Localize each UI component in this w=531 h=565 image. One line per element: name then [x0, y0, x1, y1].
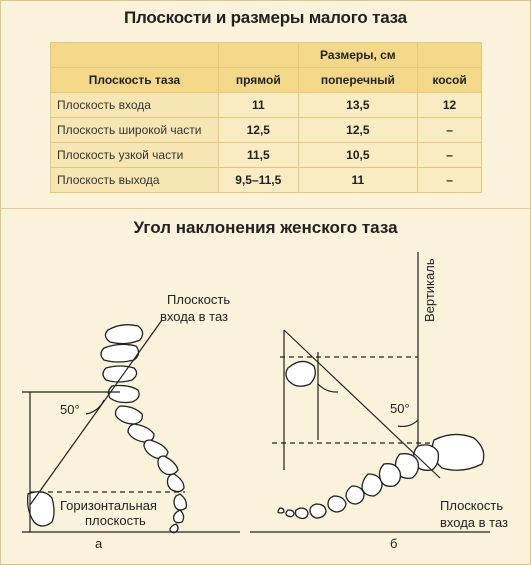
row-direct: 11	[219, 93, 299, 118]
row-transverse: 13,5	[298, 93, 418, 118]
table-title: Плоскости и размеры малого таза	[124, 8, 407, 27]
a-horizontal-label-1: Горизонтальная	[60, 498, 157, 513]
a-entry-plane-label-1: Плоскость	[167, 292, 231, 307]
row-plane: Плоскость широкой части	[51, 118, 219, 143]
row-transverse: 11	[298, 168, 418, 193]
row-direct: 11,5	[219, 143, 299, 168]
b-angle-label: 50°	[390, 401, 410, 416]
table-row	[51, 93, 482, 118]
row-transverse: 10,5	[298, 143, 418, 168]
table-row	[51, 143, 482, 168]
pelvis-tilt-figure	[0, 240, 531, 565]
header-group-sizes: Размеры, см	[298, 43, 418, 68]
row-oblique: 12	[418, 93, 482, 118]
row-oblique: –	[418, 143, 482, 168]
row-direct: 9,5–11,5	[219, 168, 299, 193]
table-row	[51, 168, 482, 193]
header-transverse: поперечный	[298, 68, 418, 93]
figure-title: Угол наклонения женского таза	[133, 218, 398, 237]
pelvis-sizes-table	[50, 42, 482, 193]
header-oblique: косой	[418, 68, 482, 93]
b-panel-letter: б	[390, 536, 398, 551]
row-direct: 12,5	[219, 118, 299, 143]
a-entry-plane-label-2: входа в таз	[160, 309, 229, 324]
table-header-row-group	[51, 43, 482, 68]
a-horizontal-label-2: плоскость	[85, 513, 146, 528]
header-empty-cell	[418, 43, 482, 68]
row-oblique: –	[418, 118, 482, 143]
spine-b-illustration	[278, 361, 484, 518]
row-plane: Плоскость узкой части	[51, 143, 219, 168]
table-header-row	[51, 68, 482, 93]
row-transverse: 12,5	[298, 118, 418, 143]
a-angle-label: 50°	[60, 402, 80, 417]
b-entry-plane-label-1: Плоскость	[440, 498, 504, 513]
table-row	[51, 118, 482, 143]
section-divider	[0, 208, 531, 209]
header-plane: Плоскость таза	[51, 68, 219, 93]
b-entry-plane-label-2: входа в таз	[440, 515, 509, 530]
b-vertical-label: Вертикаль	[422, 258, 437, 322]
row-oblique: –	[418, 168, 482, 193]
row-plane: Плоскость выхода	[51, 168, 219, 193]
row-plane: Плоскость входа	[51, 93, 219, 118]
a-panel-letter: а	[95, 536, 103, 551]
header-direct: прямой	[219, 68, 299, 93]
header-empty-cell	[219, 43, 299, 68]
header-empty-cell	[51, 43, 219, 68]
